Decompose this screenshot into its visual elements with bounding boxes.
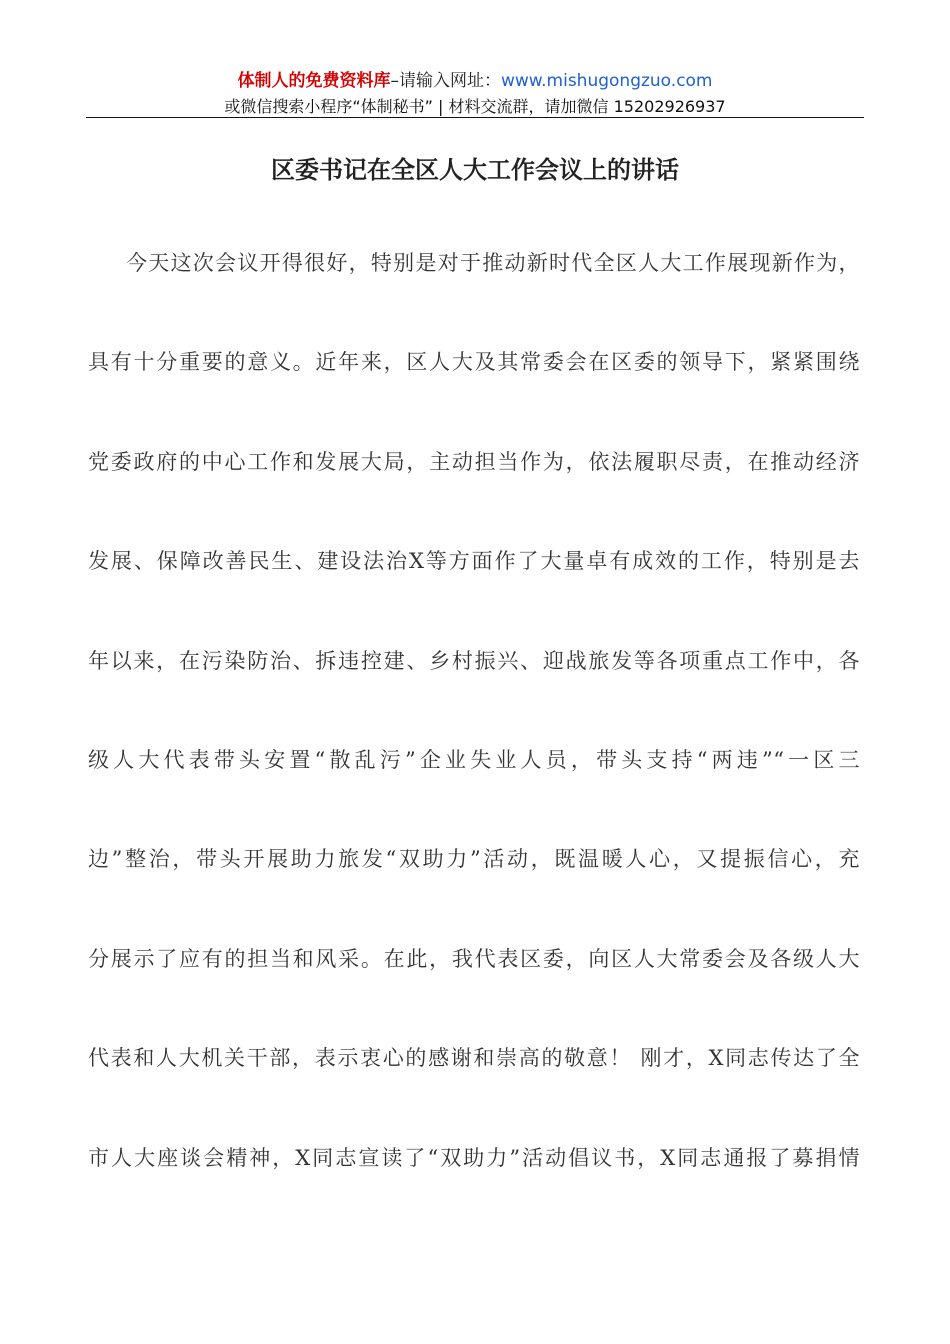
body-line: 代表和人大机关干部，表示衷心的感谢和崇高的敬意！ 刚才，X同志传达了全	[88, 1046, 860, 1071]
body-line: 市人大座谈会精神，X同志宣读了“双助力”活动倡议书，X同志通报了募捐情	[88, 1145, 860, 1170]
header-prompt: –请输入网址：	[390, 71, 501, 91]
body-line: 党委政府的中心工作和发展大局，主动担当作为，依法履职尽责，在推动经济	[88, 449, 860, 474]
page-header	[86, 66, 864, 118]
body-line: 分展示了应有的担当和风采。在此，我代表区委，向区人大常委会及各级人大	[88, 946, 860, 971]
body-line: 具有十分重要的意义。近年来，区人大及其常委会在区委的领导下，紧紧围绕	[88, 350, 860, 375]
body-line: 今天这次会议开得很好，特别是对于推动新时代全区人大工作展现新作为，	[126, 251, 860, 275]
body-line: 年以来，在污染防治、拆违控建、乡村振兴、迎战旅发等各项重点工作中，各	[88, 648, 860, 673]
header-brand: 体制人的免费资料库	[237, 71, 391, 91]
header-divider	[86, 117, 864, 118]
document-body	[88, 214, 860, 1208]
body-line: 发展、保障改善民生、建设法治X等方面作了大量卓有成效的工作，特别是去	[88, 549, 860, 574]
header-line-1	[86, 66, 864, 96]
header-line-2: 或微信搜索小程序“体制秘书” | 材料交流群，请加微信 15202926937	[224, 97, 726, 116]
document-title: 区委书记在全区人大工作会议上的讲话	[271, 156, 679, 184]
body-line: 级人大代表带头安置“散乱污”企业失业人员，带头支持“两违”“一区三	[88, 747, 860, 772]
header-url-link[interactable]: www.mishugongzuo.com	[500, 71, 713, 91]
body-line: 边”整治，带头开展助力旅发“双助力”活动，既温暖人心，又提振信心，充	[88, 847, 860, 872]
